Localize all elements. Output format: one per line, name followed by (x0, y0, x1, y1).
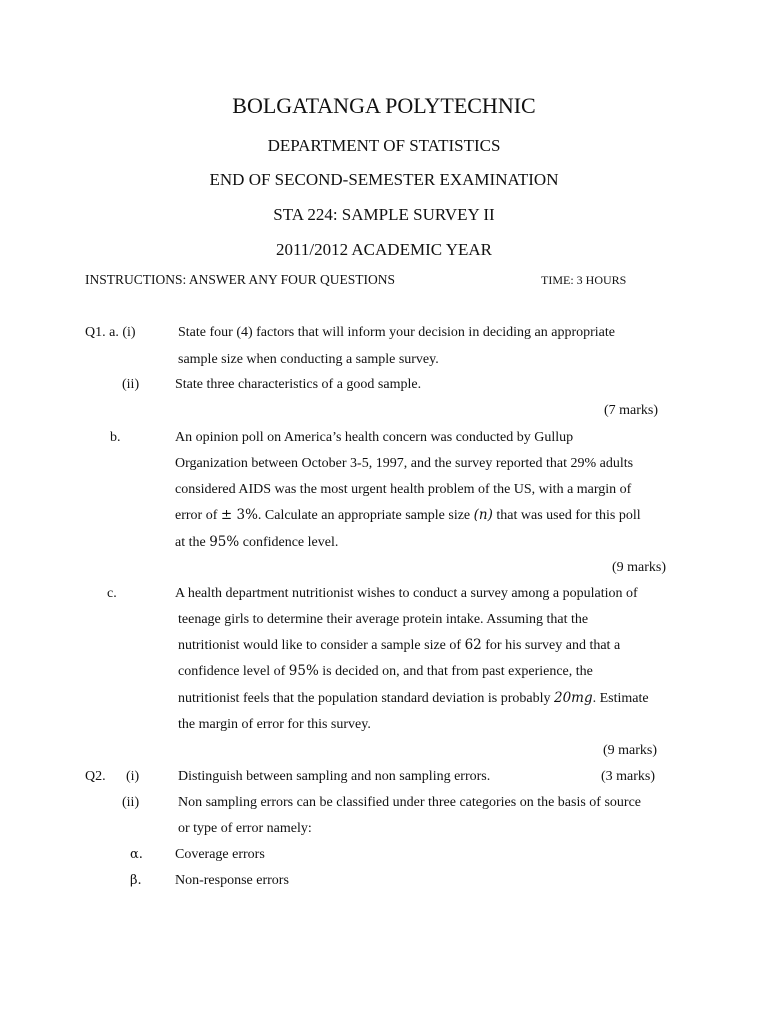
q1-c-line6: the margin of error for this survey. (178, 717, 371, 732)
q2-i-text: Distinguish between sampling and non sampling errors. (178, 769, 491, 784)
q1-c-line5 (178, 692, 649, 706)
confidence-level-math: 95% (209, 534, 240, 550)
q1-a-ii-label: (ii) (122, 377, 140, 392)
q1-b-line4-mid: . Calculate an appropriate sample size (257, 508, 471, 523)
q1-b-line5-post: confidence level. (242, 535, 339, 550)
q1-b-label: b. (110, 430, 121, 445)
q1-c-line3 (178, 639, 620, 653)
q2-alpha-label: α. (130, 847, 143, 862)
time-allowed: TIME: 3 HOURS (541, 273, 627, 287)
instructions-text: INSTRUCTIONS: ANSWER ANY FOUR QUESTIONS (85, 272, 396, 287)
std-dev-math: 20mg (553, 690, 593, 706)
q1-b-line5 (175, 536, 338, 550)
q1-c-line4-pre: confidence level of (178, 664, 286, 679)
q1-c-line2: teenage girls to determine their average protein intake. Assuming that the (178, 612, 589, 627)
q1-b-line1: An opinion poll on America’s health concern was conducted by Gullup (175, 430, 574, 445)
confidence-level-math-c: 95% (288, 663, 319, 679)
q1-b-line3: considered AIDS was the most urgent health problem of the US, with a margin of (175, 482, 632, 497)
q2-beta-label: β. (130, 873, 142, 888)
q1-c-line1: A health department nutritionist wishes to conduct a survey among a population of (175, 586, 638, 601)
q1-a-ii-text: State three characteristics of a good sample. (175, 377, 422, 392)
margin-of-error-math: ± 3% (220, 507, 258, 523)
q2-i-marks: (3 marks) (601, 769, 656, 784)
q2-i-label: (i) (126, 769, 140, 784)
q2-ii-line2: or type of error namely: (178, 821, 312, 836)
q1-b-line4-post: that was used for this poll (496, 508, 641, 523)
q1-c-line4 (178, 665, 593, 679)
q1-b-line5-pre: at the (175, 535, 206, 550)
q2-beta-text: Non-response errors (175, 873, 289, 888)
academic-year: 2011/2012 ACADEMIC YEAR (276, 240, 492, 259)
q1-c-line3-pre: nutritionist would like to consider a sample size of (178, 638, 462, 653)
q1-b-line4-pre: error of (175, 508, 218, 523)
department-title: DEPARTMENT OF STATISTICS (267, 136, 501, 155)
q1-c-line5-pre: nutritionist feels that the population standard deviation is probably (178, 691, 551, 706)
q1-c-line5-post: . Estimate (592, 691, 649, 706)
q1-label: Q1. a. (i) (85, 325, 136, 340)
q1-b-line2: Organization between October 3-5, 1997, and the survey reported that 29% adults (175, 456, 634, 471)
institution-title: BOLGATANGA POLYTECHNIC (232, 93, 536, 118)
q1-a-i-line1: State four (4) factors that will inform your decision in deciding an appropriate (178, 325, 615, 340)
q1-c-line4-post: is decided on, and that from past experience, the (322, 664, 593, 679)
q2-ii-line1: Non sampling errors can be classified under three categories on the basis of source (178, 795, 642, 810)
q1-b-line4 (175, 509, 641, 523)
sample-size-symbol: (n) (473, 507, 493, 523)
q1-a-i-line2: sample size when conducting a sample survey. (178, 352, 439, 367)
q1-c-marks: (9 marks) (603, 743, 658, 758)
q2-alpha-text: Coverage errors (175, 847, 265, 862)
q2-ii-label: (ii) (122, 795, 140, 810)
q1-c-line3-post: for his survey and that a (485, 638, 621, 653)
q2-label: Q2. (85, 769, 106, 784)
q1-c-label: c. (107, 586, 117, 601)
q1-a-marks: (7 marks) (604, 403, 659, 418)
q1-b-marks: (9 marks) (612, 560, 667, 575)
exam-title: END OF SECOND-SEMESTER EXAMINATION (209, 170, 559, 189)
course-title: STA 224: SAMPLE SURVEY II (273, 205, 495, 224)
sample-size-math: 62 (464, 637, 482, 653)
